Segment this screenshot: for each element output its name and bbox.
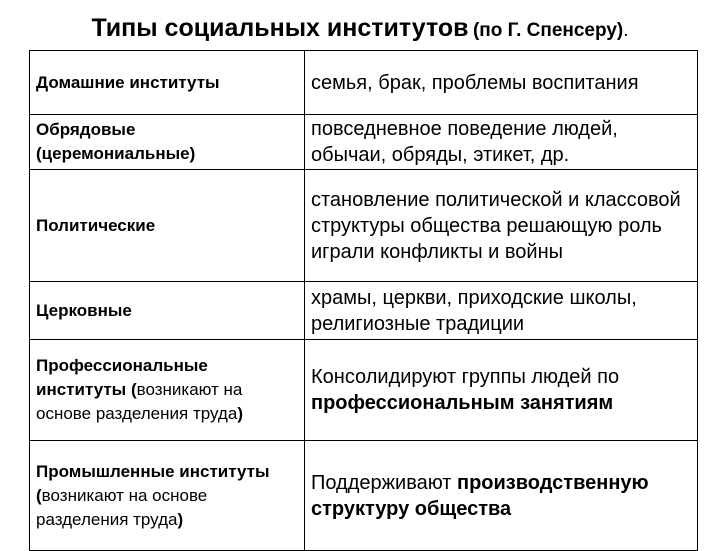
institution-type-note: возникают на основе разделения труда: [36, 485, 208, 529]
institution-type: Домашние институты: [30, 51, 305, 115]
institution-type: [30, 340, 305, 441]
description-emphasis: производственную структуру общества: [311, 471, 649, 520]
paren-close: ): [237, 404, 243, 423]
page-title: [0, 14, 720, 43]
institution-description: [305, 340, 698, 441]
title-main: Типы социальных институтов: [91, 14, 469, 42]
institution-type-name: Промышленные институты: [36, 461, 270, 481]
paren-open: (: [126, 380, 137, 399]
paren-close: ): [177, 509, 184, 529]
institution-type: Политические: [30, 170, 305, 282]
institution-type: Обрядовые (церемониальные): [30, 115, 305, 170]
title-subtitle: (по Г. Спенсеру): [472, 20, 624, 41]
institution-type-name: Профессиональные институты: [36, 356, 208, 399]
paren-open: (: [36, 485, 42, 505]
table-row: [30, 115, 698, 170]
table-row: [30, 51, 698, 115]
institution-type: Церковные: [30, 282, 305, 340]
description-text: Поддерживают: [311, 471, 457, 494]
title-period: .: [623, 20, 629, 41]
institution-type-note: возникают на основе разделения труда: [36, 380, 243, 423]
table-row: [30, 340, 698, 441]
description-text: Консолидируют группы людей по: [311, 366, 620, 388]
institution-description: семья, брак, проблемы воспитания: [305, 51, 698, 115]
table-row: [30, 170, 698, 282]
institution-description: храмы, церкви, приходские школы, религиозные традиции: [305, 282, 698, 340]
table-row: [30, 282, 698, 340]
institution-description: [305, 441, 698, 551]
table-row: [30, 441, 698, 551]
institution-description: становление политической и классовой структуры общества решающую роль играли конфликты и войны: [305, 170, 698, 282]
institution-description: повседневное поведение людей, обычаи, обряды, этикет, др.: [305, 115, 698, 170]
institution-type: [30, 441, 305, 551]
institutions-table: [29, 50, 698, 551]
description-emphasis: профессиональным занятиям: [311, 392, 614, 414]
